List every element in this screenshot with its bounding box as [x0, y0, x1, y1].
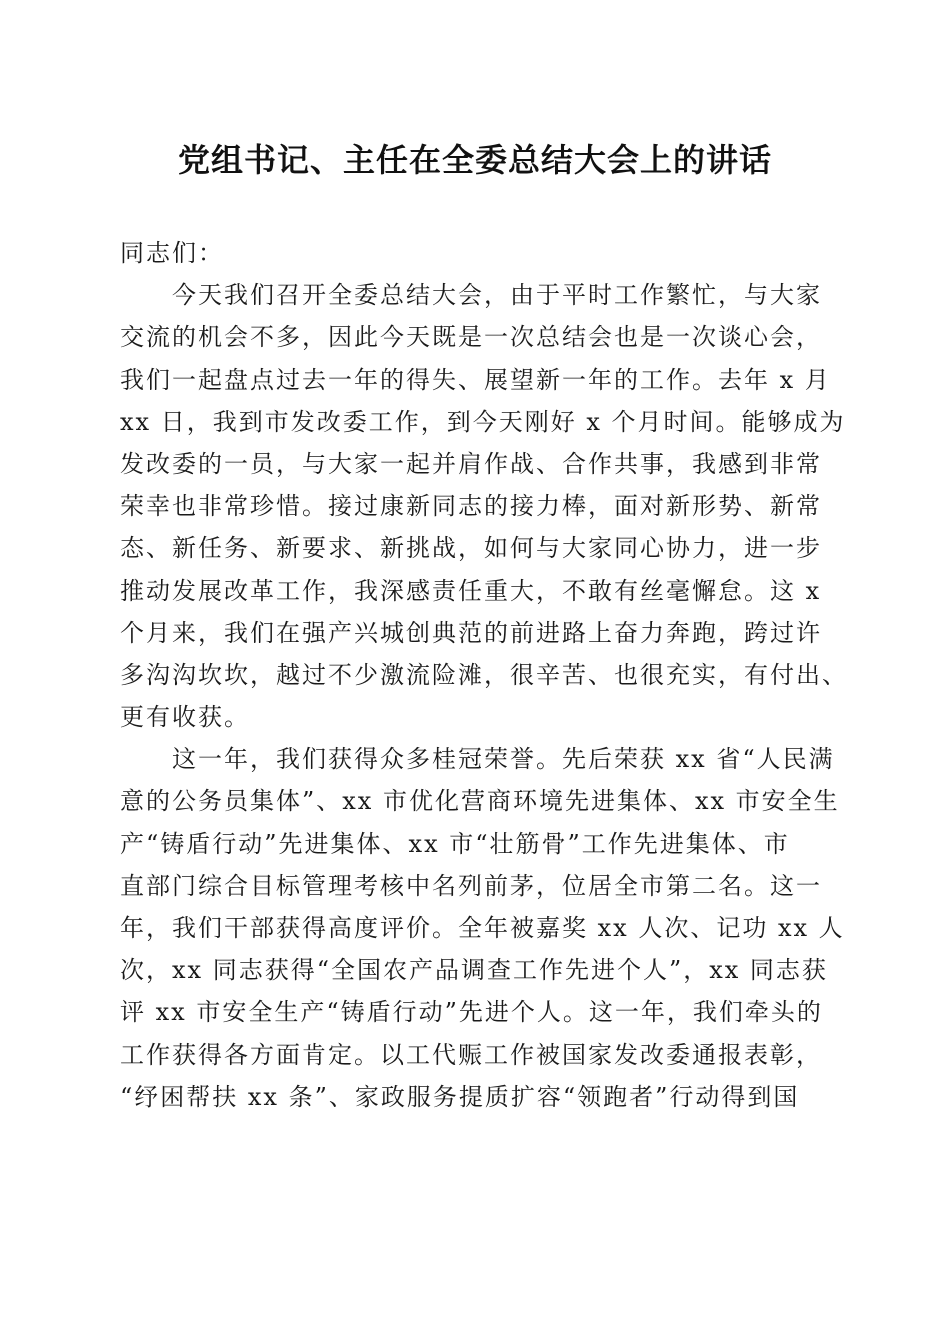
paragraph-line: “纾困帮扶 xx 条”、家政服务提质扩容“领跑者”行动得到国 [120, 1082, 800, 1111]
document-title: 党组书记、主任在全委总结大会上的讲话 [177, 141, 772, 179]
paragraph-line: 多沟沟坎坎，越过不少激流险滩，很辛苦、也很充实，有付出、 [120, 660, 848, 689]
paragraph-line: 评 xx 市安全生产“铸盾行动”先进个人。这一年，我们牵头的 [120, 998, 823, 1027]
paragraph-line: 这一年，我们获得众多桂冠荣誉。先后荣获 xx 省“人民满 [172, 745, 835, 774]
paragraph-line: 直部门综合目标管理考核中名列前茅，位居全市第二名。这一 [120, 871, 822, 900]
paragraph-line: 意的公务员集体”、xx 市优化营商环境先进集体、xx 市安全生 [120, 787, 840, 816]
paragraph-line: 推动发展改革工作，我深感责任重大，不敢有丝毫懈怠。这 x [120, 576, 822, 605]
paragraph-line: 次，xx 同志获得“全国农产品调查工作先进个人”，xx 同志获 [120, 956, 828, 985]
paragraph-line: 发改委的一员，与大家一起并肩作战、合作共事，我感到非常 [120, 449, 822, 478]
paragraph-line: 更有收获。 [120, 703, 250, 732]
paragraph-line: 工作获得各方面肯定。以工代赈工作被国家发改委通报表彰， [120, 1040, 822, 1069]
paragraph-line: xx 日，我到市发改委工作，到今天刚好 x 个月时间。能够成为 [120, 407, 846, 436]
salutation: 同志们： [120, 239, 224, 267]
paragraph-line: 个月来，我们在强产兴城创典范的前进路上奋力奔跑，跨过许 [120, 618, 822, 647]
paragraph-line: 产“铸盾行动”先进集体、xx 市“壮筋骨”工作先进集体、市 [120, 829, 790, 858]
paragraph-line: 年，我们干部获得高度评价。全年被嘉奖 xx 人次、记功 xx 人 [120, 914, 845, 942]
paragraph-line: 态、新任务、新要求、新挑战，如何与大家同心协力，进一步 [120, 534, 822, 563]
paragraph-line: 今天我们召开全委总结大会，由于平时工作繁忙，与大家 [172, 281, 822, 310]
document-body [120, 232, 848, 1118]
paragraph-line: 我们一起盘点过去一年的得失、展望新一年的工作。去年 x 月 [120, 365, 831, 394]
paragraph-line: 交流的机会不多，因此今天既是一次总结会也是一次谈心会， [120, 323, 822, 352]
paragraph-line: 荣幸也非常珍惜。接过康新同志的接力棒，面对新形势、新常 [120, 492, 822, 521]
